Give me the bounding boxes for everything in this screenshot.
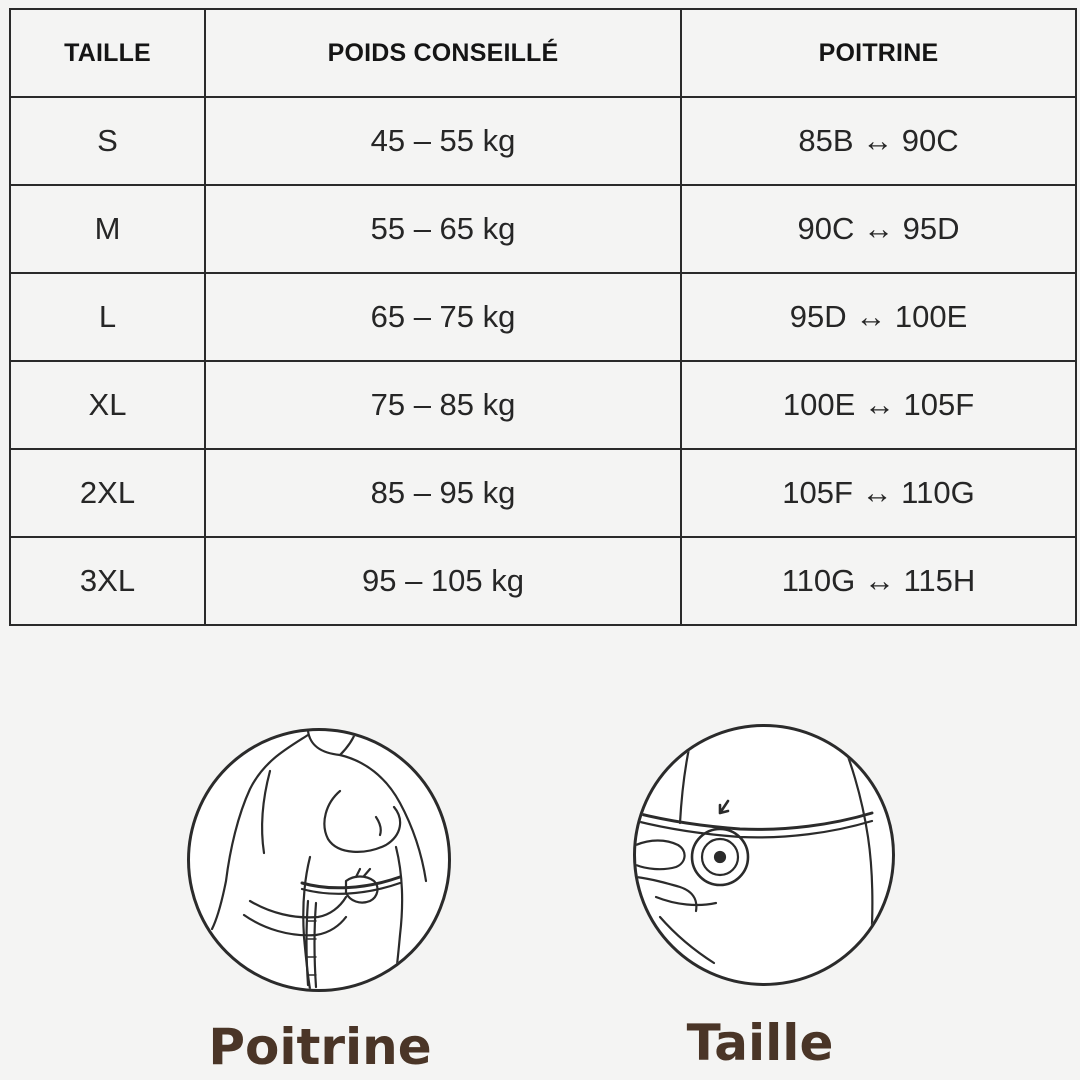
table-header-row [10, 9, 1076, 97]
bust-cell: 110G ↔ 115H [681, 537, 1076, 625]
table-row [10, 97, 1076, 185]
table-row [10, 537, 1076, 625]
header-taille: TAILLE [10, 9, 205, 97]
waist-measurement-icon [633, 724, 895, 986]
table-row [10, 361, 1076, 449]
table-row [10, 449, 1076, 537]
size-cell: XL [10, 361, 205, 449]
weight-cell: 65 – 75 kg [205, 273, 681, 361]
bust-cell: 90C ↔ 95D [681, 185, 1076, 273]
size-cell: 2XL [10, 449, 205, 537]
chest-caption: Poitrine [208, 1018, 432, 1076]
size-chart-table [9, 8, 1077, 626]
table-row [10, 185, 1076, 273]
waist-caption: Taille [686, 1014, 834, 1072]
weight-cell: 85 – 95 kg [205, 449, 681, 537]
size-cell: S [10, 97, 205, 185]
size-cell: L [10, 273, 205, 361]
weight-cell: 95 – 105 kg [205, 537, 681, 625]
size-cell: M [10, 185, 205, 273]
bust-cell: 100E ↔ 105F [681, 361, 1076, 449]
table-row [10, 273, 1076, 361]
header-poitrine: POITRINE [681, 9, 1076, 97]
bust-cell: 95D ↔ 100E [681, 273, 1076, 361]
bust-cell: 85B ↔ 90C [681, 97, 1076, 185]
weight-cell: 45 – 55 kg [205, 97, 681, 185]
header-poids-conseille: POIDS CONSEILLÉ [205, 9, 681, 97]
weight-cell: 75 – 85 kg [205, 361, 681, 449]
weight-cell: 55 – 65 kg [205, 185, 681, 273]
size-cell: 3XL [10, 537, 205, 625]
bust-cell: 105F ↔ 110G [681, 449, 1076, 537]
chest-measurement-icon [187, 728, 451, 992]
